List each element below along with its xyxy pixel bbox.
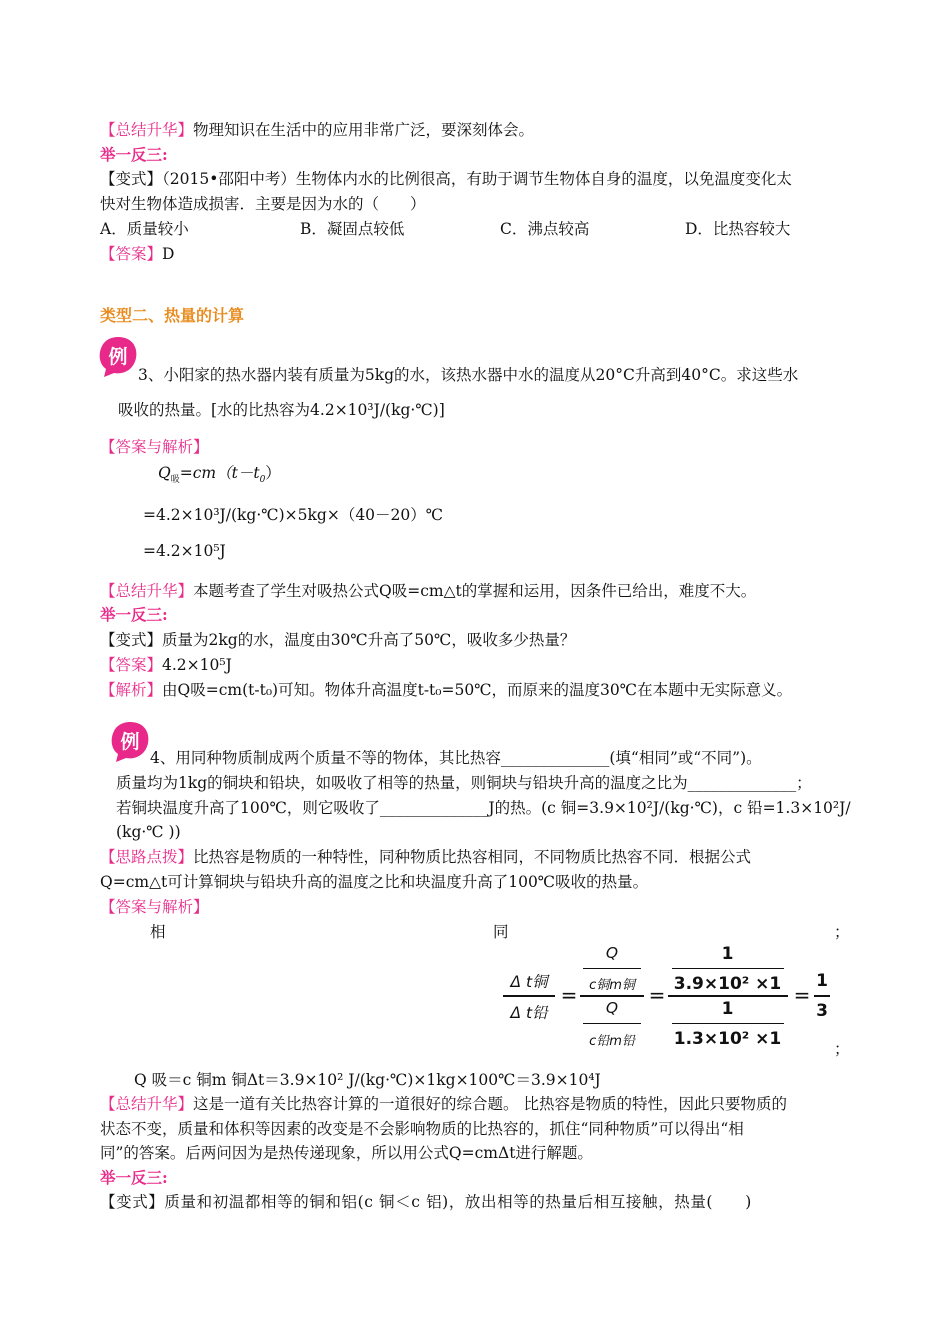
ex4-line4: (kg·℃ )) [116, 823, 181, 841]
ex4-summary: 【总结升华】这是一道有关比热容计算的一道很好的综合题。 比热容是物质的特性，因此只要物质的 [100, 1095, 787, 1113]
lhs-num: Δ t铜 [510, 973, 548, 991]
r-denden: 1.3×10² ×1 [673, 1029, 782, 1049]
variant-line1: （2015•邵阳中考）生物体内水的比例很高，有助于调节生物体自身的温度，以免温度变化太 [162, 170, 792, 188]
ex3-calc1: =4.2×10³J/(kg·℃)×5kg×（40－20）℃ [143, 506, 444, 524]
mid-bar [580, 995, 644, 997]
ex4-solution-tag: 【答案与解析】 [100, 898, 209, 916]
r-den: 1 [721, 999, 734, 1019]
ex4-line1: 4、用同种物质制成两个质量不等的物体，其比热容______________(填“相同”或“不同”)。 [150, 749, 762, 767]
ex4-answer-char2: 同 [493, 923, 509, 941]
ex4-line3: 若铜块温度升高了100℃，则它吸收了______________J的热。(c 铜=3.9×10²J/(kg·℃)，c 铅=1.3×10²J/ [116, 799, 851, 817]
r-den-bar [672, 1023, 784, 1024]
answer-tag: 【答案】 [100, 245, 163, 263]
ex3-variant: 【变式】质量为2kg的水，温度由30℃升高了50℃，吸收多少热量？ [100, 631, 576, 649]
r-num-bar [672, 968, 784, 969]
r-bar [668, 995, 788, 997]
ex4-q-line: Q 吸＝c 铜m 铜Δt＝3.9×10² J/(kg·℃)×1kg×100℃＝3.9×10⁴J [134, 1071, 601, 1089]
eq-1: = [560, 983, 578, 1007]
mid-num: Q [605, 944, 619, 962]
ex4-answer-char1: 相 [150, 923, 166, 941]
ex3-calc2: =4.2×10⁵J [143, 542, 226, 560]
option-b: B．凝固点较低 [300, 220, 405, 238]
eq-2: = [648, 983, 666, 1007]
res-den: 3 [816, 1001, 828, 1021]
variant-line2: 快对生物体造成损害．主要是因为水的（ ） [100, 195, 426, 213]
ex4-practice-title: 举一反三: [100, 1168, 168, 1187]
r-num: 1 [721, 944, 734, 964]
res-num: 1 [816, 971, 828, 991]
ex3-line1: 3、小阳家的热水器内装有质量为5kg的水，该热水器中水的温度从20°C升高到40°C。求这些水 [138, 366, 799, 384]
mid-numden: c铜m铜 [589, 978, 635, 993]
option-c: C．沸点较高 [500, 220, 590, 238]
summary-text: 物理知识在生活中的应用非常广泛，要深刻体会。 [193, 121, 535, 139]
ex3-practice-title: 举一反三: [100, 605, 168, 624]
ex4-semicolon-1: ； [834, 923, 850, 941]
ex4-semicolon-2: ； [834, 1040, 850, 1058]
res-bar [814, 995, 830, 997]
summary-tag: 【总结升华】 [100, 121, 194, 139]
mid-num-bar [583, 968, 641, 969]
ex3-formula: $Q_吸=cm(t-t_0)$ [158, 464, 281, 486]
section-title: 类型二、热量的计算 [100, 306, 245, 325]
eq-3: = [793, 983, 811, 1007]
lhs-den: Δ t铅 [510, 1004, 548, 1022]
ex3-answer: 【答案】4.2×10⁵J [100, 656, 232, 674]
ex3-summary: 【总结升华】本题考查了学生对吸热公式Q吸=cm△t的掌握和运用，因条件已给出，难度不大。 [100, 582, 757, 600]
ex3-solution-tag: 【答案与解析】 [100, 438, 209, 456]
mid-denden: c铅m铅 [589, 1034, 635, 1049]
option-d: D．比热容较大 [685, 220, 791, 238]
ex4-summary-line3: 同”的答案。后两问因为是热传递现象，所以用公式Q=cmΔt进行解题。 [100, 1144, 593, 1162]
r-numden: 3.9×10² ×1 [673, 974, 782, 994]
answer-1 [100, 244, 174, 264]
badge-label: 例 [108, 346, 128, 368]
lhs-bar [503, 995, 555, 997]
badge-label-2: 例 [120, 731, 140, 753]
example-badge-icon [96, 334, 140, 378]
practice-title: 举一反三: [100, 145, 168, 164]
example-badge-icon-2 [108, 719, 152, 763]
ex4-summary-line2: 状态不变，质量和体积等因素的改变是不会影响物质的比热容的，抓住“同种物质”可以得出“相 [100, 1120, 744, 1138]
summary-1 [100, 120, 534, 140]
ex4-hint: 【思路点拨】比热容是物质的一种特性，同种物质比热容相同，不同物质比热容不同．根据公式 [100, 848, 752, 866]
ex4-hint-line2: Q=cm△t可计算铜块与铅块升高的温度之比和块温度升高了100℃吸收的热量。 [100, 873, 649, 891]
ex3-analysis: 【解析】由Q吸=cm(t-t₀)可知。物体升高温度t-t₀=50℃，而原来的温度30℃在本题中无实际意义。 [100, 681, 793, 699]
mid-den: Q [605, 999, 619, 1017]
ex4-line2: 质量均为1kg的铜块和铅块，如吸收了相等的热量，则铜块与铅块升高的温度之比为______________； [116, 774, 812, 792]
ex4-variant: 【变式】质量和初温都相等的铜和铝(c 铜＜c 铝)，放出相等的热量后相互接触，热量( ) [100, 1193, 752, 1211]
option-a: A．质量较小 [100, 220, 189, 238]
variant-1 [100, 169, 792, 189]
answer-value: D [162, 245, 175, 263]
mid-den-bar [583, 1023, 641, 1024]
variant-tag: 【变式】 [100, 170, 163, 188]
ex3-line2: 吸收的热量。[水的比热容为4.2×10³J/(kg·℃)] [118, 401, 445, 419]
